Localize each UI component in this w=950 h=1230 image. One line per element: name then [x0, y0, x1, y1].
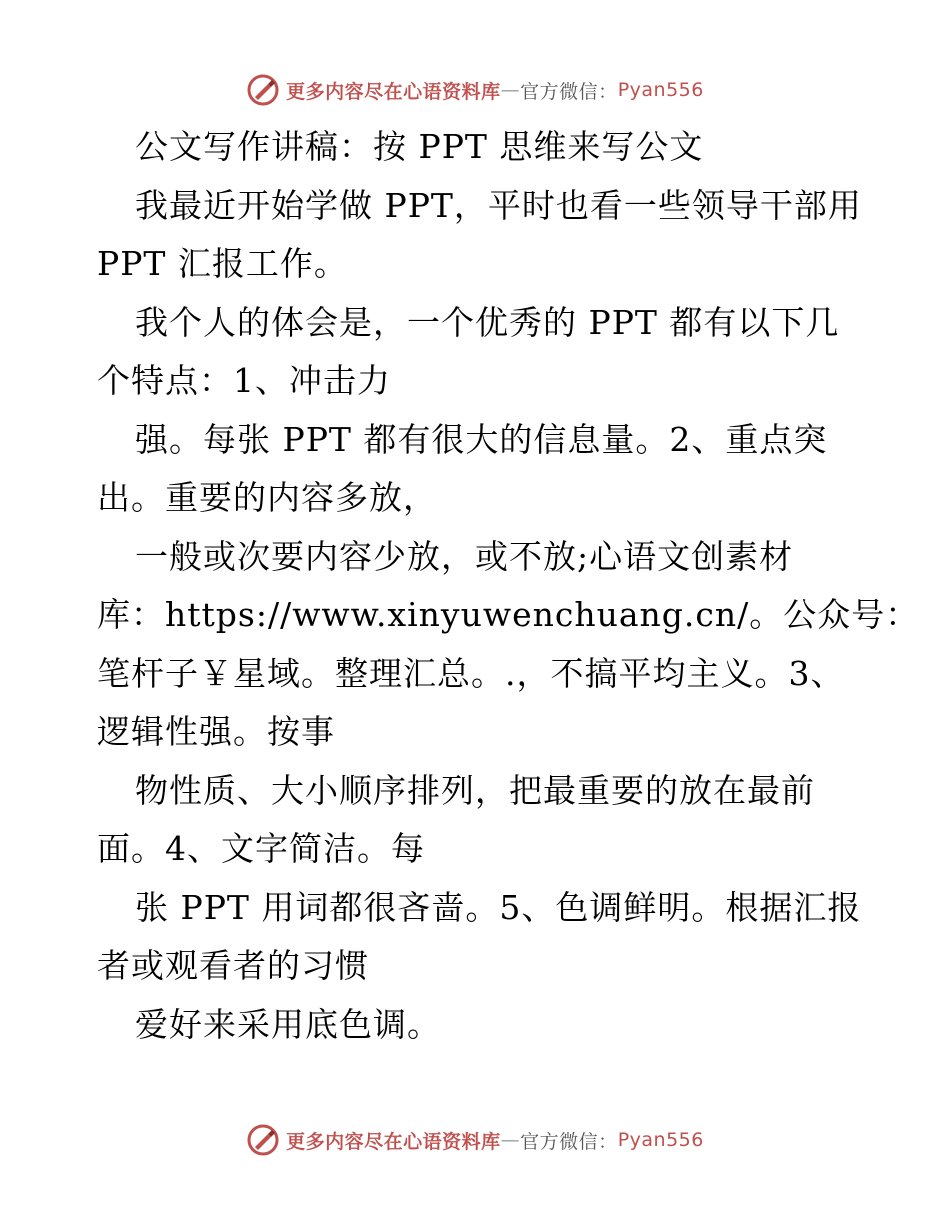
document-body: [97, 118, 920, 1054]
banner-sub-text: 官方微信：: [520, 80, 618, 103]
paragraph-line: 强。每张 PPT 都有很大的信息量。2、重点突: [135, 419, 828, 459]
footer-banner: [0, 1120, 950, 1160]
paragraph-line: 逻辑性强。按事: [97, 712, 335, 751]
pen-logo-icon: [246, 73, 280, 107]
paragraph-line: 张 PPT 用词都很吝啬。5、色调鲜明。根据汇报: [135, 887, 862, 927]
paragraph-line: 我个人的体会是，一个优秀的 PPT 都有以下几: [135, 302, 840, 342]
banner-wechat-id: Pyan556: [617, 79, 704, 101]
banner-dash: —: [500, 1129, 521, 1151]
banner-wechat-id: Pyan556: [617, 1129, 704, 1151]
paragraph-line: 我最近开始学做 PPT，平时也看一些领导干部用: [135, 185, 862, 225]
paragraph-line: 物性质、大小顺序排列，把最重要的放在最前: [135, 770, 815, 810]
paragraph-line: 笔杆子￥星域。整理汇总。.，不搞平均主义。3、: [97, 653, 845, 693]
paragraph-line: 者或观看者的习惯: [97, 946, 369, 985]
paragraph-line: 面。4、文字简洁。每: [97, 829, 425, 868]
paragraph-line: 出。重要的内容多放，: [97, 478, 437, 517]
banner-dash: —: [500, 79, 521, 101]
paragraph-line: 个特点：1、冲击力: [97, 361, 391, 400]
paragraph-line: 库：https://www.xinyuwenchuang.cn/。公众号：: [97, 595, 920, 634]
banner-sub-text: 官方微信：: [520, 1130, 618, 1153]
pen-logo-icon: [246, 1123, 280, 1157]
header-banner: [0, 70, 950, 110]
paragraph-line: 爱好来采用底色调。: [135, 1004, 441, 1044]
banner-main-text: 更多内容尽在心语资料库: [286, 1130, 501, 1153]
document-title: 公文写作讲稿：按 PPT 思维来写公文: [135, 127, 704, 166]
paragraph-line: PPT 汇报工作。: [97, 244, 348, 283]
banner-main-text: 更多内容尽在心语资料库: [286, 80, 501, 103]
paragraph-line: 一般或次要内容少放，或不放;心语文创素材: [135, 536, 794, 576]
